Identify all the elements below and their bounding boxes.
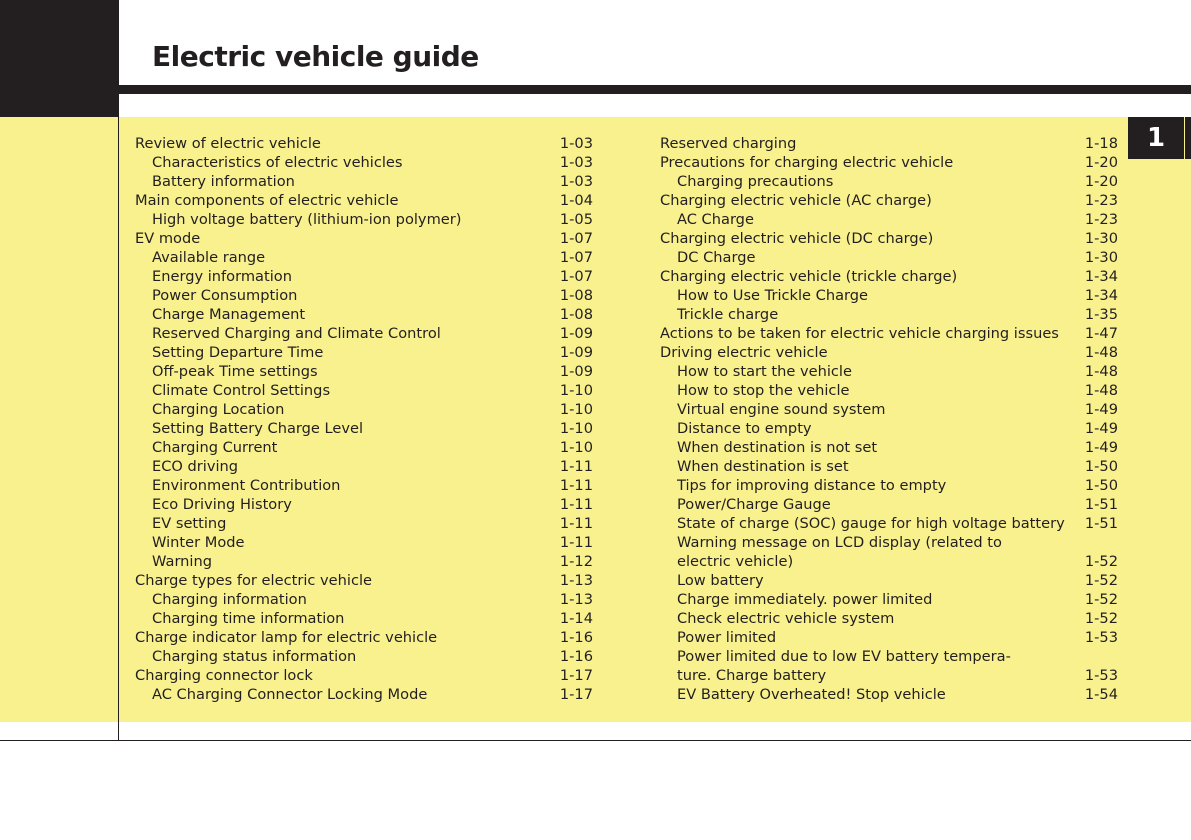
toc-entry-label: Environment Contribution <box>152 477 341 494</box>
toc-entry[interactable] <box>660 248 1118 267</box>
toc-entry-page: 1-34 <box>1084 268 1118 285</box>
toc-entry[interactable] <box>660 267 1118 286</box>
toc-entry-label: Trickle charge <box>677 306 779 323</box>
toc-entry-label: Power limited due to low EV battery tempera- <box>677 648 1011 665</box>
toc-entry-label: Driving electric vehicle <box>660 344 828 361</box>
toc-entry-label: Charging status information <box>152 648 357 665</box>
toc-entry[interactable] <box>660 666 1118 685</box>
toc-entry[interactable] <box>660 343 1118 362</box>
toc-entry-label: When destination is set <box>677 458 849 475</box>
toc-entry-page: 1-48 <box>1084 382 1118 399</box>
toc-entry-label: Charge indicator lamp for electric vehicle <box>135 629 438 646</box>
toc-entry-label: Low battery <box>677 572 764 589</box>
toc-entry-label: Battery information <box>152 173 295 190</box>
toc-entry-page: 1-07 <box>559 230 593 247</box>
toc-entry[interactable] <box>135 457 593 476</box>
toc-entry[interactable] <box>660 438 1118 457</box>
toc-entry-label: EV Battery Overheated! Stop vehicle <box>677 686 946 703</box>
toc-entry-page: 1-10 <box>559 439 593 456</box>
toc-entry[interactable] <box>135 362 593 381</box>
toc-entry-label: Power limited <box>677 629 777 646</box>
toc-entry-page: 1-52 <box>1084 591 1118 608</box>
toc-entry-page: 1-51 <box>1084 515 1118 532</box>
toc-entry-label: Charging information <box>152 591 307 608</box>
toc-entry-page: 1-09 <box>559 325 593 342</box>
toc-entry-page: 1-47 <box>1084 325 1118 342</box>
toc-entry-label: Charging connector lock <box>135 667 313 684</box>
toc-entry[interactable] <box>660 324 1118 343</box>
toc-entry[interactable] <box>135 476 593 495</box>
toc-entry-page: 1-16 <box>559 648 593 665</box>
toc-entry-page: 1-04 <box>559 192 593 209</box>
toc-entry-label: How to stop the vehicle <box>677 382 850 399</box>
toc-entry[interactable] <box>135 343 593 362</box>
toc-entry-page: 1-09 <box>559 344 593 361</box>
toc-entry-label: Charging electric vehicle (DC charge) <box>660 230 934 247</box>
toc-entry-label: Charging Current <box>152 439 278 456</box>
toc-entry[interactable] <box>135 647 593 666</box>
toc-entry-label: AC Charge <box>677 211 754 228</box>
toc-entry-page: 1-48 <box>1084 344 1118 361</box>
toc-entry[interactable] <box>135 514 593 533</box>
toc-entry-page: 1-05 <box>559 211 593 228</box>
toc-entry[interactable] <box>660 381 1118 400</box>
toc-entry[interactable] <box>660 495 1118 514</box>
toc-entry-page: 1-23 <box>1084 192 1118 209</box>
toc-entry-page: 1-20 <box>1084 154 1118 171</box>
toc-entry-label: Charge immediately. power limited <box>677 591 933 608</box>
toc-entry-page: 1-07 <box>559 268 593 285</box>
toc-entry[interactable] <box>660 305 1118 324</box>
toc-entry[interactable] <box>135 666 593 685</box>
toc-entry-label: Characteristics of electric vehicles <box>152 154 403 171</box>
toc-entry[interactable] <box>660 628 1118 647</box>
toc-entry-page: 1-49 <box>1084 420 1118 437</box>
toc-entry-label: Power Consumption <box>152 287 298 304</box>
toc-entry-page: 1-11 <box>559 477 593 494</box>
toc-entry-page: 1-30 <box>1084 249 1118 266</box>
toc-entry-label: Charging time information <box>152 610 345 627</box>
toc-column-right <box>660 134 1118 704</box>
title-rule <box>119 85 1191 94</box>
toc-entry-page: 1-50 <box>1084 477 1118 494</box>
toc-entry-page: 1-16 <box>559 629 593 646</box>
toc-entry-page: 1-10 <box>559 420 593 437</box>
toc-entry-label: Reserved Charging and Climate Control <box>152 325 441 342</box>
toc-entry[interactable] <box>135 134 593 153</box>
toc-entry-page: 1-03 <box>559 135 593 152</box>
page-title: Electric vehicle guide <box>152 40 479 73</box>
toc-entry-page: 1-11 <box>559 496 593 513</box>
toc-entry[interactable] <box>660 590 1118 609</box>
toc-entry-label: Setting Battery Charge Level <box>152 420 364 437</box>
toc-entry[interactable] <box>660 362 1118 381</box>
toc-entry-page: 1-51 <box>1084 496 1118 513</box>
toc-entry-label: Charging electric vehicle (trickle charge) <box>660 268 958 285</box>
toc-entry-label: State of charge (SOC) gauge for high voltage battery <box>677 515 1065 532</box>
toc-entry-page: 1-14 <box>559 610 593 627</box>
toc-entry-label: DC Charge <box>677 249 756 266</box>
toc-entry-label: Setting Departure Time <box>152 344 324 361</box>
toc-entry[interactable] <box>135 533 593 552</box>
toc-entry-page: 1-07 <box>559 249 593 266</box>
toc-entry[interactable] <box>135 628 593 647</box>
toc-entry-page: 1-53 <box>1084 667 1118 684</box>
toc-entry-page: 1-34 <box>1084 287 1118 304</box>
toc-entry-page: 1-17 <box>559 667 593 684</box>
toc-entry-page: 1-30 <box>1084 230 1118 247</box>
toc-entry[interactable] <box>660 476 1118 495</box>
toc-entry-label: Actions to be taken for electric vehicle charging issues <box>660 325 1059 342</box>
toc-entry-label: ECO driving <box>152 458 239 475</box>
toc-entry[interactable] <box>135 571 593 590</box>
toc-entry[interactable] <box>660 533 1118 552</box>
bottom-rule <box>0 740 1191 741</box>
toc-entry-page: 1-08 <box>559 287 593 304</box>
toc-entry-page: 1-13 <box>559 591 593 608</box>
toc-entry[interactable] <box>135 210 593 229</box>
toc-entry-label: EV setting <box>152 515 227 532</box>
toc-entry[interactable] <box>135 305 593 324</box>
toc-entry-label: Main components of electric vehicle <box>135 192 399 209</box>
toc-entry-label: Review of electric vehicle <box>135 135 321 152</box>
toc-entry-label: EV mode <box>135 230 201 247</box>
toc-entry[interactable] <box>135 495 593 514</box>
toc-entry-page: 1-52 <box>1084 610 1118 627</box>
toc-entry-page: 1-52 <box>1084 553 1118 570</box>
toc-entry[interactable] <box>660 457 1118 476</box>
toc-entry[interactable] <box>135 590 593 609</box>
toc-entry-label: Charging precautions <box>677 173 834 190</box>
toc-entry[interactable] <box>660 419 1118 438</box>
toc-entry-label: Charging Location <box>152 401 285 418</box>
toc-entry-page: 1-17 <box>559 686 593 703</box>
toc-entry[interactable] <box>135 552 593 571</box>
toc-entry-page: 1-09 <box>559 363 593 380</box>
toc-entry[interactable] <box>660 685 1118 704</box>
toc-entry-label: Off-peak Time settings <box>152 363 318 380</box>
toc-entry[interactable] <box>135 381 593 400</box>
toc-column-left <box>135 134 593 704</box>
toc-entry-label: Distance to empty <box>677 420 812 437</box>
toc-entry-label: Available range <box>152 249 266 266</box>
toc-entry[interactable] <box>660 191 1118 210</box>
toc-entry-label: Charge types for electric vehicle <box>135 572 373 589</box>
toc-entry-page: 1-53 <box>1084 629 1118 646</box>
toc-entry[interactable] <box>660 153 1118 172</box>
toc-entry-page: 1-18 <box>1084 135 1118 152</box>
toc-entry-label: When destination is not set <box>677 439 878 456</box>
toc-entry-label: ture. Charge battery <box>677 667 827 684</box>
toc-entry-page: 1-12 <box>559 553 593 570</box>
toc-entry[interactable] <box>660 210 1118 229</box>
toc-entry-label: Warning message on LCD display (related to <box>677 534 1002 551</box>
toc-entry-label: electric vehicle) <box>677 553 794 570</box>
toc-entry-page: 1-50 <box>1084 458 1118 475</box>
toc-entry-page: 1-20 <box>1084 173 1118 190</box>
toc-entry-page: 1-49 <box>1084 401 1118 418</box>
toc-entry[interactable] <box>135 153 593 172</box>
toc-entry-label: Winter Mode <box>152 534 245 551</box>
toc-entry-page: 1-54 <box>1084 686 1118 703</box>
toc-entry[interactable] <box>135 267 593 286</box>
toc-entry-label: Reserved charging <box>660 135 797 152</box>
toc-entry-page: 1-35 <box>1084 306 1118 323</box>
chapter-tab[interactable] <box>1128 117 1191 159</box>
toc-entry[interactable] <box>135 419 593 438</box>
toc-entry[interactable] <box>660 552 1118 571</box>
toc-entry-label: How to start the vehicle <box>677 363 852 380</box>
toc-entry-page: 1-23 <box>1084 211 1118 228</box>
margin-divider <box>118 117 119 741</box>
toc-entry[interactable] <box>135 324 593 343</box>
toc-entry-label: Charge Management <box>152 306 306 323</box>
toc-entry[interactable] <box>135 609 593 628</box>
toc-entry-page: 1-10 <box>559 382 593 399</box>
toc-entry-page: 1-11 <box>559 534 593 551</box>
toc-entry[interactable] <box>135 248 593 267</box>
toc-entry[interactable] <box>660 514 1118 533</box>
toc-entry[interactable] <box>135 286 593 305</box>
toc-entry-page: 1-08 <box>559 306 593 323</box>
toc-entry-label: Virtual engine sound system <box>677 401 886 418</box>
toc-entry-page: 1-11 <box>559 515 593 532</box>
toc-entry[interactable] <box>660 134 1118 153</box>
toc-entry[interactable] <box>135 400 593 419</box>
toc-entry[interactable] <box>135 438 593 457</box>
toc-entry-label: AC Charging Connector Locking Mode <box>152 686 428 703</box>
toc-entry-label: Charging electric vehicle (AC charge) <box>660 192 932 209</box>
toc-entry-label: Tips for improving distance to empty <box>677 477 947 494</box>
toc-entry[interactable] <box>135 172 593 191</box>
toc-entry-label: Energy information <box>152 268 292 285</box>
toc-entry[interactable] <box>135 191 593 210</box>
chapter-number: 1 <box>1146 123 1166 153</box>
toc-entry[interactable] <box>660 172 1118 191</box>
toc-entry-page: 1-10 <box>559 401 593 418</box>
toc-entry-page: 1-48 <box>1084 363 1118 380</box>
toc-entry-page: 1-03 <box>559 173 593 190</box>
toc-entry-label: Eco Driving History <box>152 496 292 513</box>
toc-entry[interactable] <box>660 647 1118 666</box>
toc-entry-page: 1-11 <box>559 458 593 475</box>
toc-entry[interactable] <box>660 286 1118 305</box>
toc-entry-label: High voltage battery (lithium-ion polymer) <box>152 211 462 228</box>
toc-entry-label: Power/Charge Gauge <box>677 496 831 513</box>
toc-entry[interactable] <box>660 609 1118 628</box>
toc-entry[interactable] <box>135 685 593 704</box>
toc-entry-page: 1-03 <box>559 154 593 171</box>
toc-entry-label: How to Use Trickle Charge <box>677 287 869 304</box>
corner-black-block <box>0 0 119 117</box>
toc-entry[interactable] <box>660 229 1118 248</box>
toc-entry-label: Precautions for charging electric vehicle <box>660 154 954 171</box>
toc-entry-label: Check electric vehicle system <box>677 610 895 627</box>
toc-entry[interactable] <box>660 571 1118 590</box>
toc-entry[interactable] <box>660 400 1118 419</box>
toc-entry-label: Warning <box>152 553 212 570</box>
toc-entry-page: 1-52 <box>1084 572 1118 589</box>
toc-entry-page: 1-49 <box>1084 439 1118 456</box>
toc-entry[interactable] <box>135 229 593 248</box>
toc-entry-page: 1-13 <box>559 572 593 589</box>
toc-entry-label: Climate Control Settings <box>152 382 331 399</box>
